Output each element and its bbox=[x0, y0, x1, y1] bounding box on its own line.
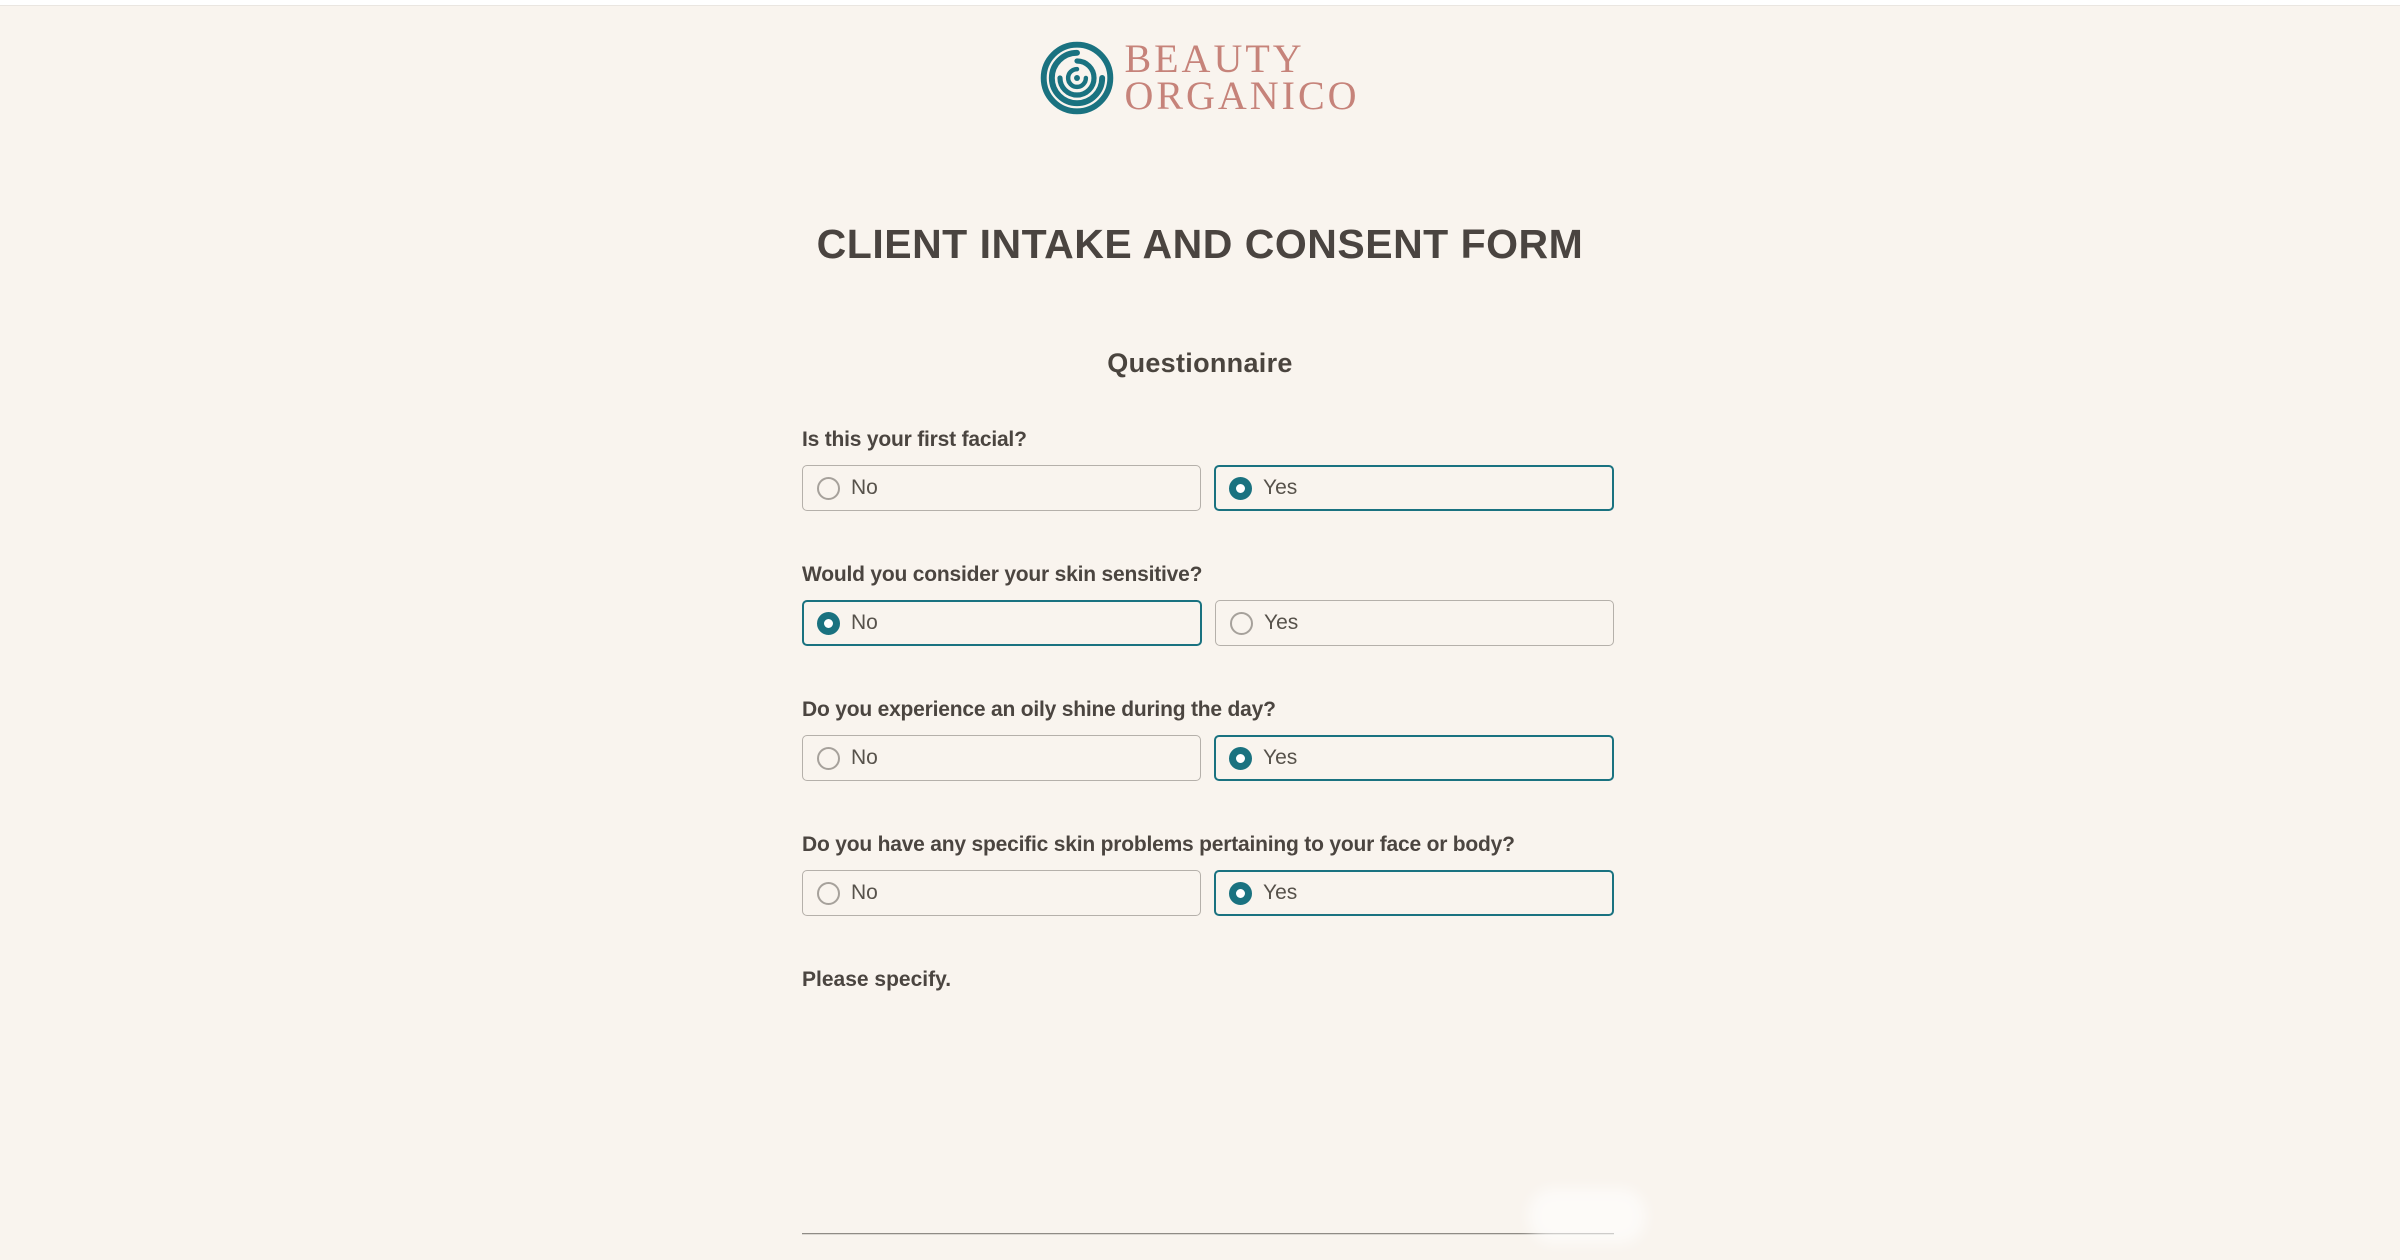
question-first-facial bbox=[802, 429, 1614, 511]
radio-icon bbox=[1230, 612, 1253, 635]
brand-name-line2: ORGANICO bbox=[1124, 73, 1360, 118]
radio-group bbox=[802, 600, 1614, 646]
radio-icon bbox=[1229, 747, 1252, 770]
radio-option-label: Yes bbox=[1264, 611, 1299, 634]
radio-icon bbox=[1229, 477, 1252, 500]
radio-group bbox=[802, 465, 1614, 511]
brand-name bbox=[1124, 36, 1360, 118]
question-skin-sensitive bbox=[802, 564, 1614, 646]
question-oily-shine bbox=[802, 699, 1614, 781]
radio-icon bbox=[817, 477, 840, 500]
radio-icon bbox=[817, 747, 840, 770]
question-label: Do you have any specific skin problems pertaining to your face or body? bbox=[802, 833, 1515, 856]
radio-option-yes[interactable] bbox=[1214, 735, 1614, 781]
radio-option-yes[interactable] bbox=[1214, 870, 1614, 916]
radio-option-label: Yes bbox=[1263, 746, 1298, 769]
radio-option-label: Yes bbox=[1263, 881, 1298, 904]
top-bar bbox=[0, 0, 2400, 6]
radio-option-no[interactable] bbox=[802, 465, 1201, 511]
please-specify-input[interactable] bbox=[802, 1001, 1614, 1234]
radio-option-label: No bbox=[851, 611, 878, 634]
radio-option-label: No bbox=[851, 746, 878, 769]
section-heading: Questionnaire bbox=[1107, 348, 1293, 378]
radio-group bbox=[802, 870, 1614, 916]
questionnaire-form bbox=[802, 429, 1614, 1239]
question-skin-problems bbox=[802, 834, 1614, 916]
radio-option-label: Yes bbox=[1263, 476, 1298, 499]
please-specify-label: Please specify. bbox=[802, 968, 952, 991]
question-label: Is this your first facial? bbox=[802, 428, 1027, 451]
radio-option-no[interactable] bbox=[802, 735, 1201, 781]
radio-icon bbox=[817, 612, 840, 635]
radio-option-no[interactable] bbox=[802, 870, 1201, 916]
radio-option-yes[interactable] bbox=[1215, 600, 1614, 646]
question-label: Do you experience an oily shine during the day? bbox=[802, 698, 1276, 721]
brand-name-line1: BEAUTY bbox=[1124, 36, 1305, 82]
radio-option-yes[interactable] bbox=[1214, 465, 1614, 511]
page-title: CLIENT INTAKE AND CONSENT FORM bbox=[816, 221, 1584, 267]
radio-option-no[interactable] bbox=[802, 600, 1202, 646]
radio-group bbox=[802, 735, 1614, 781]
radio-icon bbox=[1229, 882, 1252, 905]
question-label: Would you consider your skin sensitive? bbox=[802, 563, 1203, 586]
brand-logo bbox=[0, 36, 2400, 118]
rose-icon bbox=[1040, 41, 1114, 115]
radio-option-label: No bbox=[851, 476, 878, 499]
radio-icon bbox=[817, 882, 840, 905]
radio-option-label: No bbox=[851, 881, 878, 904]
